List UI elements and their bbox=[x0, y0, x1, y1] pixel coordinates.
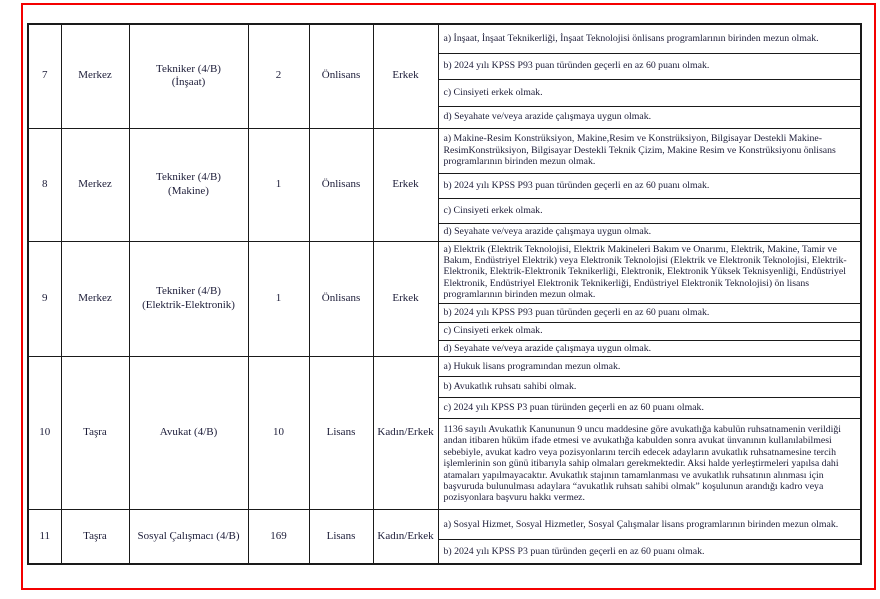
position-title-line2: (Elektrik-Elektronik) bbox=[142, 298, 235, 311]
cell-count: 10 bbox=[248, 356, 309, 509]
requirement-item: c) Cinsiyeti erkek olmak. bbox=[438, 198, 861, 223]
cell-row-number: 7 bbox=[28, 24, 61, 128]
cell-count: 1 bbox=[248, 241, 309, 356]
cell-count: 1 bbox=[248, 128, 309, 241]
position-title-line2: (Makine) bbox=[168, 184, 209, 197]
requirement-item: d) Seyahate ve/veya arazide çalışmaya uygun olmak. bbox=[438, 106, 861, 128]
cell-position-title bbox=[129, 24, 248, 128]
requirement-item: d) Seyahate ve/veya arazide çalışmaya uygun olmak. bbox=[438, 340, 861, 356]
cell-education: Lisans bbox=[309, 509, 373, 564]
cell-row-number: 9 bbox=[28, 241, 61, 356]
requirement-item: c) Cinsiyeti erkek olmak. bbox=[438, 79, 861, 106]
cell-gender: Erkek bbox=[373, 24, 438, 128]
cell-location: Taşra bbox=[61, 509, 129, 564]
table-row bbox=[28, 241, 861, 303]
requirement-item: a) Sosyal Hizmet, Sosyal Hizmetler, Sosyal Çalışmalar lisans programlarının birinden mezun olmak. bbox=[438, 509, 861, 539]
requirement-item: b) 2024 yılı KPSS P3 puan türünden geçerli en az 60 puanı olmak. bbox=[438, 539, 861, 564]
cell-gender: Erkek bbox=[373, 128, 438, 241]
table-row bbox=[28, 509, 861, 539]
table-row bbox=[28, 356, 861, 376]
cell-education: Lisans bbox=[309, 356, 373, 509]
position-title-line1: Avukat (4/B) bbox=[159, 425, 218, 438]
cell-count: 2 bbox=[248, 24, 309, 128]
position-title-line2: (İnşaat) bbox=[171, 76, 206, 89]
requirement-item: b) 2024 yılı KPSS P93 puan türünden geçerli en az 60 puanı olmak. bbox=[438, 173, 861, 198]
requirement-item: a) Hukuk lisans programından mezun olmak. bbox=[438, 356, 861, 376]
position-title-line1: Tekniker (4/B) bbox=[156, 284, 221, 297]
cell-gender: Erkek bbox=[373, 241, 438, 356]
table-row bbox=[28, 128, 861, 173]
cell-education: Önlisans bbox=[309, 241, 373, 356]
cell-education: Önlisans bbox=[309, 128, 373, 241]
cell-row-number: 11 bbox=[28, 509, 61, 564]
cell-count: 169 bbox=[248, 509, 309, 564]
cell-row-number: 10 bbox=[28, 356, 61, 509]
requirement-item: a) İnşaat, İnşaat Teknikerliği, İnşaat Teknolojisi önlisans programlarının birinden mezun olmak. bbox=[438, 24, 861, 53]
cell-position-title bbox=[129, 509, 248, 564]
table-row bbox=[28, 24, 861, 53]
requirement-item: c) Cinsiyeti erkek olmak. bbox=[438, 322, 861, 340]
position-title-line1: Tekniker (4/B) bbox=[156, 62, 221, 75]
cell-location: Merkez bbox=[61, 128, 129, 241]
requirement-item: b) 2024 yılı KPSS P93 puan türünden geçerli en az 60 puanı olmak. bbox=[438, 53, 861, 79]
requirement-item: c) 2024 yılı KPSS P3 puan türünden geçerli en az 60 puanı olmak. bbox=[438, 397, 861, 418]
cell-location: Merkez bbox=[61, 241, 129, 356]
positions-table bbox=[27, 23, 862, 565]
cell-position-title bbox=[129, 128, 248, 241]
cell-location: Taşra bbox=[61, 356, 129, 509]
requirement-item: d) Seyahate ve/veya arazide çalışmaya uygun olmak. bbox=[438, 223, 861, 241]
position-title-line1: Sosyal Çalışmacı (4/B) bbox=[137, 529, 240, 542]
cell-location: Merkez bbox=[61, 24, 129, 128]
cell-position-title bbox=[129, 356, 248, 509]
requirement-item: a) Elektrik (Elektrik Teknolojisi, Elektrik Makineleri Bakım ve Onarımı, Elektrik, Makine, Tamir ve Bakım, Endüstriyel Elektrik) veya Elektronik Teknolojisi (Elektrik ve Elektronik Teknolojisi, Elektrik-Elektronik, Elektrik-Elektronik Teknikerliği, Elektronik, Elektronik Yüksek Teknisyenliği, Endüstriyel Elektronik, Endüstriyel Elektronik Teknikerliği, Endüstriyel Elektronik Teknolojisi) ön lisans programlarının birinden mezun olmak. bbox=[438, 241, 861, 303]
cell-gender: Kadın/Erkek bbox=[373, 356, 438, 509]
requirement-item: a) Makine-Resim Konstrüksiyon, Makine,Resim ve Konstrüksiyon, Bilgisayar Destekli Makine-ResimKonstrüksiyon, Bilgisayar Destekli Teknik Çizim, Makine Resim ve Konstrüksiyonu önlisans programlarının birinden mezun olmak. bbox=[438, 128, 861, 173]
position-title-line1: Tekniker (4/B) bbox=[156, 170, 221, 183]
requirement-item: b) 2024 yılı KPSS P93 puan türünden geçerli en az 60 puanı olmak. bbox=[438, 303, 861, 322]
cell-gender: Kadın/Erkek bbox=[373, 509, 438, 564]
requirement-item: b) Avukatlık ruhsatı sahibi olmak. bbox=[438, 376, 861, 397]
cell-position-title bbox=[129, 241, 248, 356]
requirement-note: 1136 sayılı Avukatlık Kanununun 9 uncu maddesine göre avukatlığa kabulün ruhsatnamenin verildiği andan itibaren hüküm ifade etmesi ve avukatlığa kabulden sonra avukat ünvanının kullanılabilmesi sebebiyle, avukat kadro veya pozisyonlarını tercih edecek adayların avukatlık ruhsatnamesine tercih işlemlerinin son günü itibarıyla sahip olmaları gerekmektedir. Aksi halde yerleştirmeleri yapılsa dahi atamaları yapılmayacaktır. Avukatlık stajının tamamlanması ve avukatlık ruhsatının alınması için başvuruda bulunulması adaylara “avukatlık ruhsatı sahibi olmak” koşulunun arandığı kadro veya pozisyonlara başvuru hakkı vermez. bbox=[438, 418, 861, 509]
cell-row-number: 8 bbox=[28, 128, 61, 241]
cell-education: Önlisans bbox=[309, 24, 373, 128]
